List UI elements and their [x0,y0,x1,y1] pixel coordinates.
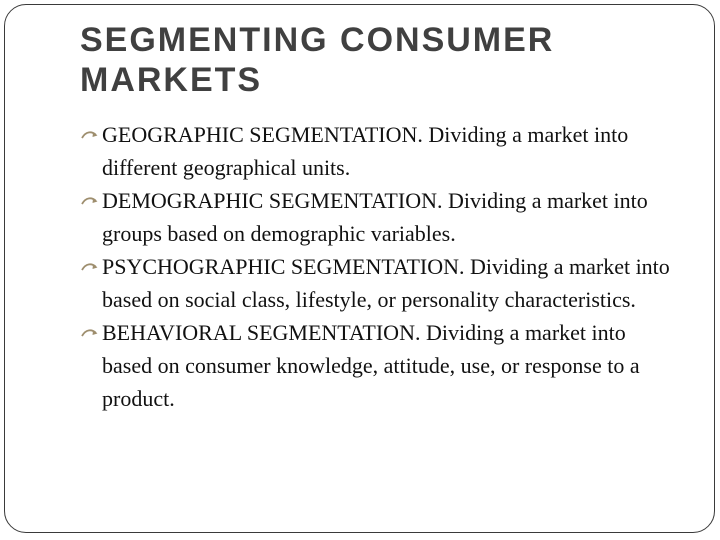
curved-arrow-bullet-icon [81,130,99,140]
bullet-list [80,118,680,415]
bullet-demographic [80,184,680,250]
bullet-psychographic [80,250,680,316]
bullet-text: . Dividing a market into different geographical units. [102,122,629,180]
bullet-behavioral [80,316,680,415]
slide-title: SEGMENTING CONSUMER MARKETS [80,21,555,99]
curved-arrow-bullet-icon [81,196,99,206]
curved-arrow-bullet-icon [81,262,99,272]
bullet-term: GEOGRAPHIC SEGMENTATION [102,122,418,147]
bullet-text: . Dividing a market into based on social class, lifestyle, or personality characteristics. [102,254,670,312]
bullet-text: . Dividing a market into based on consumer knowledge, attitude, use, or response to a product. [102,320,640,411]
bullet-geographic [80,118,680,184]
curved-arrow-bullet-icon [81,328,99,338]
bullet-text: . Dividing a market into groups based on demographic variables. [102,188,648,246]
bullet-term: PSYCHOGRAPHIC SEGMENTATION [102,254,459,279]
bullet-term: BEHAVIORAL SEGMENTATION [102,320,415,345]
bullet-term: DEMOGRAPHIC SEGMENTATION [102,188,437,213]
